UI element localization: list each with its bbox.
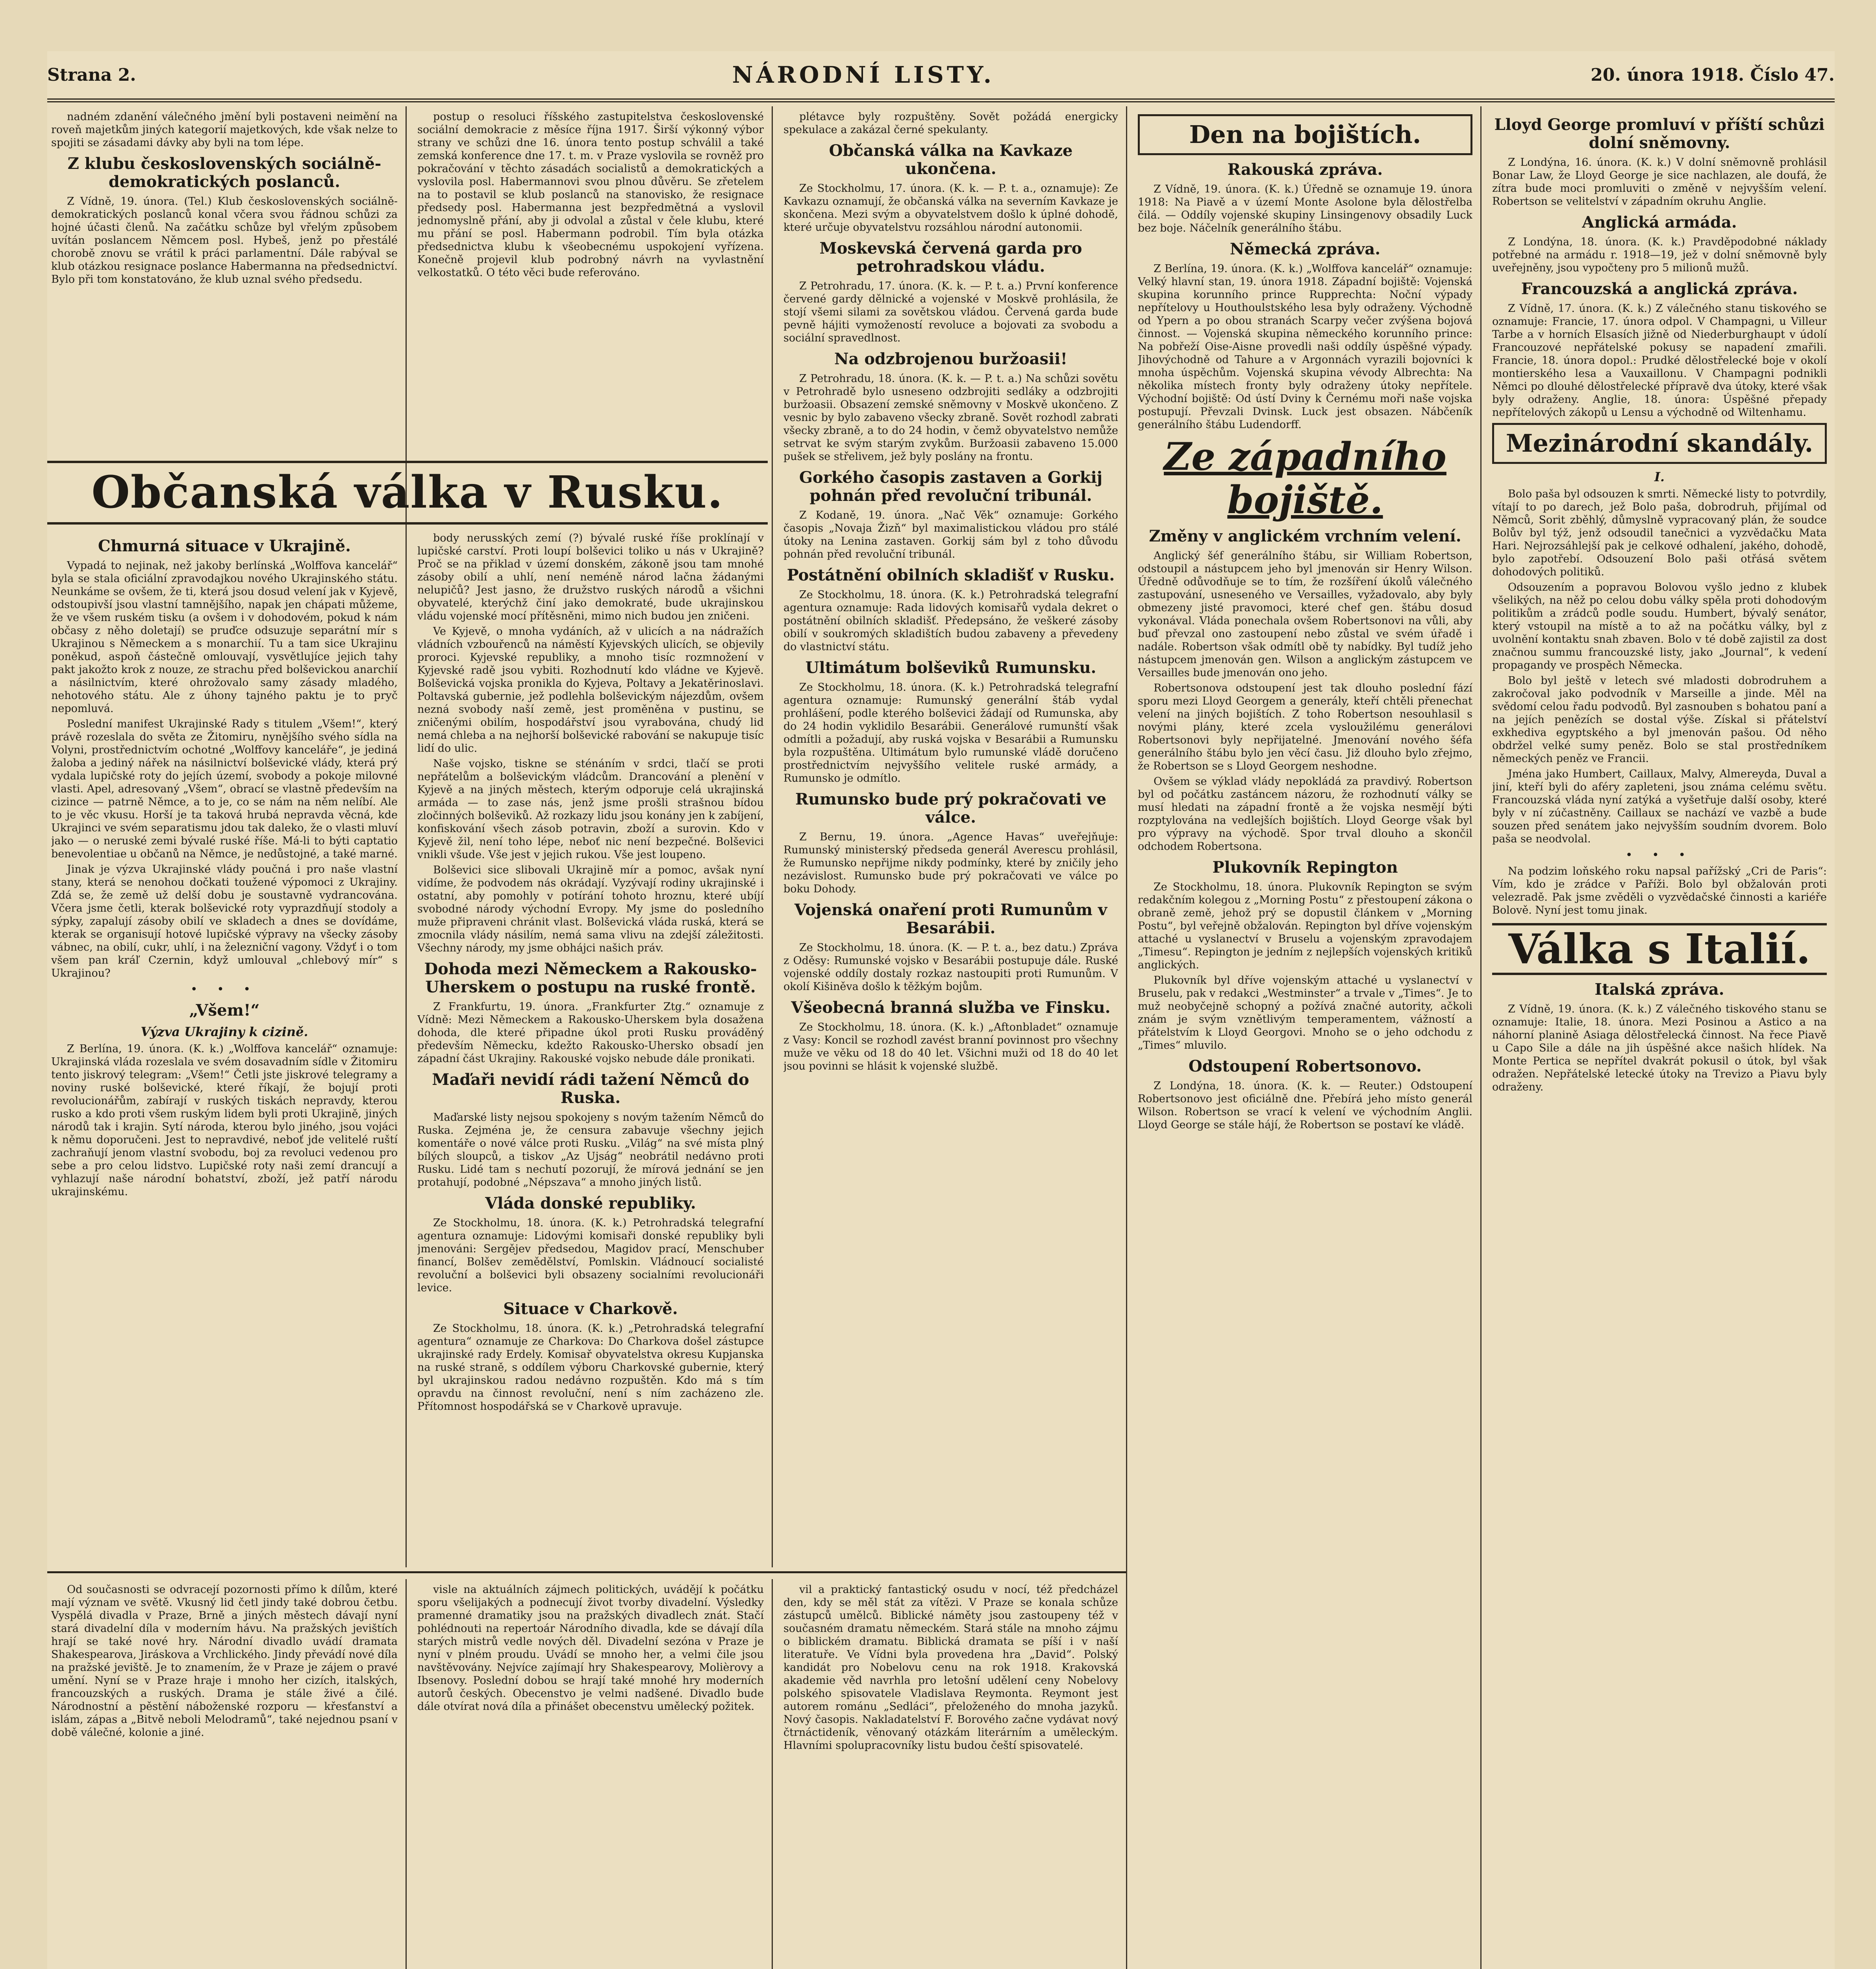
article-paragraph: Plukovník byl dříve vojenským attaché u vyslanectví v Bruselu, pak v redakci „Westminster“ a trvale v „Times“. Je to muž neobyčejně schopný a požívá značné autority, ačkoli znám je svým vznětlivým temperamentem, vážností a přátelstvím k Lloyd Georgovi. Mnoho se o jeho odchodu z „Times“ mluvilo. <box>1138 974 1472 1051</box>
column-rule <box>1126 106 1127 1969</box>
main-headline: Občanská válka v Rusku. <box>47 461 768 525</box>
column-ukraine-cont <box>417 532 764 1563</box>
article-subheading: Výzva Ukrajiny k cizině. <box>141 1024 308 1039</box>
article-paragraph: Bolo byl ještě v letech své mladosti dobrodruhem a zakročoval jako podvodník v Marseille a jinde. Měl na svědomí celou řadu podvodů. Byl zasnouben s bohatou paní a na jejích penězích se dostal výše. Získal si přátelství exkhediva egyptského a byl jmenován pašou. Od něho obdržel velké sumy peněz. Bolo se stal prostředníkem německých peněz ve Francii. <box>1492 675 1827 765</box>
article-paragraph: Z Londýna, 18. února. (K. k.) Pravděpodobné náklady potřebné na armádu r. 1918—19, jež v dolní sněmovně byly uveřejněny, jsou vypočteny pro 5 milionů mužů. <box>1492 236 1827 274</box>
article-heading: Rumunsko bude prý pokračovati ve válce. <box>795 790 1107 827</box>
article-paragraph: Maďarské listy nejsou spokojeny s novým tažením Němců do Ruska. Zejména je, že censura zabavuje všechny jejich komentáře o nové válce proti Rusku. „Világ“ na své místa plný bílých sloupců, a tiskov „Az Ujság“ neobrátil nedávno proti Rusku. Lidé tam s nechutí pozorují, že mírová jednání se jen protahují, podobné „Népszava“ a mnoho jiných listů. <box>417 1111 764 1188</box>
article-paragraph: Vypadá to nejinak, než jakoby berlínská „Wolffova kancelář“ byla se stala oficiální zpravodajkou nového Ukrajinského státu. Neunkáme se ovšem, že ti, která jsou dosud velení jak v Kyjevě, odstoupivší jsou vlastní tamnějšího, napak jen chápati můžeme, že ve všem ruském tisku (a ovšem i v dohodovém, pokud k nám občasy z něho doletají) se pruďce odsuzuje separátní mír s Ukrajinou s Německem a s monarchií. Tu a tam sice Ukrajinu poněkud, aspoň částečně omlouvají, vysvětlujíce jejich tahy pakt jakožto krok z nouze, ze strachu před bolševickou anarchií a násilnictvím, které ohrožovalo samy zásady mladého, nehotového státu. Ale z úhony tajného paktu je to pryč nepomluvá. <box>51 560 398 715</box>
article-paragraph: Ze Stockholmu, 18. února. Plukovník Repington se svým redakčním kolegou z „Morning Postu“ z přestoupení zákona o obraně země, jehož prý se dopustil článkem v „Morning Postu“, byl veřejně obžalován. Repington byl dříve vojenským attaché u vyslanectví v Bruselu a vojenským zpravodajem „Timesu“. Repington je jedním z nejlepších vojenských kritiků anglických. <box>1138 881 1472 971</box>
article-heading: Moskevská červená garda pro petrohradskou vládu. <box>819 239 1082 276</box>
column-rule <box>772 1579 773 1969</box>
masthead: NÁRODNÍ LISTY. <box>732 61 995 88</box>
article-heading: Z klubu československých sociálně-demokratických poslanců. <box>67 154 381 191</box>
issue-date: 20. února 1918. Číslo 47. <box>1591 65 1835 85</box>
article-heading: Ultimátum bolševiků Rumunsku. <box>805 658 1096 677</box>
intro-text: nadném zdanění válečného jmění byli postaveni neimění na roveň majetkům jiných kategorií majetkových, kde však nelze to spojiti se zásadami dávky aby byli na tom lépe. <box>51 111 398 149</box>
article-subheading: Chmurná situace v Ukrajině. <box>98 537 351 555</box>
article-paragraph: body nerusských zemí (?) bývalé ruské říše proklínají v lupičské carství. Proti loupí bolševici toliko u nás v Ukrajině? Proč se na přiklad v území donském, zákoně jsou tam mnohé zásoby obilí a uhlí, není neméně národ lačna žádanými nelupičů? Jest jasno, že družstvo ruských národů a všichni obyvatelé, kterýchž činí jako demokraté, bude ukrajinskou vládu vojenské mocí přítěsněni, mimo nich budou jen zničeni. <box>417 532 764 622</box>
article-paragraph: Z Londýna, 18. února. (K. k. — Reuter.) Odstoupení Robertsonovo jest oficiálně dne. Přebírá jeho místo generál Wilson. Robertson se vrací k velení ve východním Anglii. Lloyd George se stále hájí, že Robertson se postaví ke vládě. <box>1138 1080 1472 1131</box>
article-paragraph: Z Londýna, 16. února. (K. k.) V dolní sněmovně prohlásil Bonar Law, že Lloyd George je sice nachlazen, ale doufá, že zítra bude moci promluviti o změně v nejvyšším velení. Robertson se velitelství v západním okruhu Anglie. <box>1492 156 1827 208</box>
article-paragraph: Ze Stockholmu, 18. února. (K. — P. t. a., bez datu.) Zpráva z Oděsy: Rumunské vojsko v Besarábii postupuje dále. Ruské vojenské oddíly dostaly rozkaz nastoupiti proti Rumunům. V okolí Kišiněva došlo k těžkým bojům. <box>783 942 1118 993</box>
article-paragraph: Ze Stockholmu, 18. února. (K. k.) Petrohradská telegrafní agentura oznamuje: Lidovými komisaři donské republiky byli jmenováni: Sergějev předsedou, Magidov prací, Menschuber financí, Bolšev zemědělství, Pomlskin. Vládnoucí socialisté revoluční a bolševici byli obsazeny socialními revolucionáři levice. <box>417 1217 764 1294</box>
article-heading: Maďaři nevidí rádi tažení Němců do Ruska. <box>432 1070 749 1107</box>
article-paragraph: Odsouzením a popravou Bolovou vyšlo jedno z klubek všelikých, na něž po celou dobu války spěla proti dohodovým politikům a zrádců podle soudu. Humbert, bývalý senátor, který vstoupil na místě a to až na počátku války, byl z uvolnění kontaktu snah zbaven. Bolo v té době zajistil za dost značnou summu francouzské listy, jako „Journal“, k vedení propagandy ve prospěch Německa. <box>1492 581 1827 671</box>
newspaper-page <box>47 51 1835 1969</box>
box-headline: Den na bojištích. <box>1138 114 1472 155</box>
article-paragraph: Naše vojsko, tiskne se sténáním v srdci, tlačí se proti nepřátelům a bolševickým vládcům. Drancování a plenění v Kyjevě a na jiných městech, kterým odporuje celá ukrajinská armáda — to zase nás, jenž jsme prošli strašnou bídou zločinných bolševiků. Až rozkazy lidu jsou konány jen k zabíjení, konfiskování všech zásob potravin, zboží a surovin. Kdo v Kyjevě žil, není toho lépe, neboť nic není bezpečné. Bolševici vnikli všude. Vše jest v jejich rukou. Vše jest loupeno. <box>417 758 764 861</box>
article-paragraph: Ze Stockholmu, 18. února. (K. k.) Petrohradská telegrafní agentura oznamuje: Rumunský generální štáb vydal prohlášení, podle kterého bolševici žádají od Rumunska, aby do 24 hodin vyklidilo Besarábii. Generálové rumunští však odmítli a požadují, aby ruská vojska v Besarábii a Rumunsku byla rozpuštěna. Ultimátum bylo rumunské vládě doručeno prostřednictvím nejvyššího velitele ruské armády, a Rumunsko je odmítlo. <box>783 681 1118 784</box>
column-intro-2 <box>417 110 764 453</box>
article-paragraph: Na podzim loňského roku napsal pařížský „Cri de Paris“: Vím, kdo je zrádce v Paříži. Bolo byl obžalován proti velezradě. Pak jsme zvěděli o vyzvědačské činnosti a kariéře Bolově. Nyní jest tomu jinak. <box>1492 865 1827 916</box>
intro-text-2: Z Vídně, 19. února. (Tel.) Klub československých sociálně-demokratických poslanců konal včera svou řádnou schůzi za hojné účasti členů. Na začátku schůze byl vřelým způsobem uvítán poslancem Němcem posl. Hybeš, jenž po přestálé chorobě znovu se vrátil k práci parlamentní. Dále rabýval se klub otázkou resignace poslance Habermanna na předsednictví. Bylo při tom konstatováno, že klub uznal svého předsedu. <box>51 195 398 286</box>
page-number: Strana 2. <box>47 65 136 85</box>
article-heading: Vláda donské republiky. <box>485 1194 696 1213</box>
article-paragraph: Ze Stockholmu, 18. února. (K. k.) „Aftonbladet“ oznamuje z Vasy: Koncil se rozhodl zavést branní povinnost pro všechny muže ve věku od 18 do 40 let. Všichni muži od 18 do 40 let jsou povinni se hlásit k vojenské službě. <box>783 1021 1118 1072</box>
column-battlefields <box>1138 110 1472 1969</box>
article-heading: Postátnění obilních skladišť v Rusku. <box>787 566 1115 584</box>
article-paragraph: Z Kodaně, 19. února. „Nač Věk“ oznamuje: Gorkého časopis „Novaja Žizň“ byl maximalistickou vládou pro stálé útoky na Lenina zastaven. Gorkij sám byl z toho důvodu pohnán před revoluční tribunál. <box>783 509 1118 560</box>
article-paragraph: Jinak je výzva Ukrajinské vlády poučná i pro naše vlastní stany, která se nenohou dočkati toužené výpomoci z Ukrajiny. Zdá se, že země už delší dobu je soustavně vydrancována. Včera jsme četli, kterak bolševické roty vyprazdňují stodoly a sýpky, zapalují zásoby obilí ve skladech a dnes se dovídáme, kterak se organisují hotové lupičské výpravy na všecky zásoby vábnec, na obilí, cukr, uhlí, i na železniční vagony. Vždyť i o tom všem pan kráľ Czernin, když umlouval „chlebový mír“ s Ukrajinou? <box>51 863 398 979</box>
western-front-headline: Ze západního bojiště. <box>1164 434 1446 522</box>
column-bottom-2 <box>417 1583 764 1969</box>
article-paragraph: Z Vídně, 19. února. (K. k.) Úředně se oznamuje 19. února 1918: Na Piavě a v území Monte Asolone byla dělostřelba čilá. — Oddíly vojenské skupiny Linsingenovy obsadily Luck bez boje. Náčelník generálního štábu. <box>1138 183 1472 234</box>
article-paragraph: Ovšem se výklad vlády nepokládá za pravdivý. Robertson byl od počátku zastáncem názoru, že rozhodnutí války se musí hledati na západní frontě a že vojska nesmějí býti rozptylována na vedlejších bojištích. Lloyd George však byl pro výpravy na východě. Spor trval dlouho a skončil odchodem Robertsona. <box>1138 775 1472 853</box>
article-paragraph: Bolševici sice slibovali Ukrajině mír a pomoc, avšak nyní vidíme, že podvodem nás okrádají. Vyzývají rodiny ukrajinské i ostatní, aby pomohly v potírání tohoto hroznu, které ubíjí svobodné národy východní Evropy. My jsme do posledního muže připraveni chránit vlast. Bolševická vláda ruská, která se zmocnila vlády násilím, nemá sama vlivu na zdejší záležitosti. Všechny národy, my jsme obhájci našich práv. <box>417 864 764 954</box>
article-paragraph: Anglický šéf generálního štábu, sir William Robertson, odstoupil a nástupcem jeho byl jmenován sir Henry Wilson. Úředně odůvodňuje se to tím, že rozšíření úkolů válečného zastupování, usneseného ve Versailles, vyžadovalo, aby byly obmezeny jisté pravomoci, které chef gen. štábu dosud vykonával. Vláda ponechala ovšem Robertsonovi na vůli, aby buď převzal ono zastoupení nebo zůstal ve svém úřadě i nadále. Robertson však odmítl obě ty nabídky. Byl tudíž jeho nástupcem jmenován gen. Wilson a anglickým zástupcem ve Versailles bude jmenován ono jeho. <box>1138 550 1472 679</box>
article-paragraph: visle na aktuálních zájmech politických, uvádějí k počátku sporu všelijakých a podnecují život tvorby divadelní. Výsledky pramenné dramatiky jsou na pražských divadlech znát. Stačí pohlédnouti na repertoár Národního divadla, kde se dávají díla starých mistrů vedle nových děl. Divadelní sezóna v Praze je nyní v plném proudu. Uvádí se mnoho her, a velmi čile jsou navštěvovány. Nejvíce zajímají hry Shakespearovy, Molièrovy a Ibsenovy. Poslední dobou se hrají také mnohé hry moderních autorů českých. Obecenstvo je velmi nadšené. Divadlo bude dále otvírat nová díla a přinášet obecenstvu umělecký požitek. <box>417 1583 764 1713</box>
article-paragraph: Z Frankfurtu, 19. února. „Frankfurter Ztg.“ oznamuje z Vídně: Mezi Německem a Rakousko-Uherskem byla dosažena dohoda, dle které připadne úkol proti Rusku prováděný především Německu, kdežto Rakousko-Uhersko obsadí jen západní část Ukrajiny. Rakouské vojsko nebude dále pronikati. <box>417 1001 764 1065</box>
article-paragraph: Robertsonova odstoupení jest tak dlouho poslední fází sporu mezi Lloyd Georgem a generály, kteří chtěli přenechat velení na jiných bojištích. Z toho Robertson nesouhlasil s novými plány, které zcela vysloužilému generálovi Robertsonovi byly nepřijatelné. Jmenování nového šéfa generálního štábu bylo jen věcí času. Již dlouho bylo zřejmo, že Robertson se s Lloyd Georgem neshodne. <box>1138 682 1472 772</box>
article-heading: Všeobecná branná služba ve Finsku. <box>791 998 1111 1017</box>
article-paragraph: Z Petrohradu, 17. února. (K. k. — P. t. a.) První konference červené gardy dělnické a vojenské v Moskvě prohlásila, že stojí všemi silami za sovětskou vládou. Červená garda bude pevně hájiti vymožeností revoluce a bojovati za svobodu a sociální spravedlnost. <box>783 280 1118 344</box>
article-paragraph: Ze Stockholmu, 18. února. (K. k.) „Petrohradská telegrafní agentura“ oznamuje ze Charkova: Do Charkova došel zástupce ukrajinské rady Erdely. Komisař obyvatelstva okresu Kupjanska na ruské straně, s oddílem výboru Charkovské gubernie, který byl ukrajinskou radou nedávno rozpuštěn. Kdo má s tím opravdu na činnost revoluční, není s ním zacházeno zle. Přítomnost hospodářská se v Charkově upravuje. <box>417 1322 764 1413</box>
article-heading: Německá zpráva. <box>1230 240 1381 258</box>
italy-war-headline: Válka s Italií. <box>1492 923 1827 975</box>
article-heading: Gorkého časopis zastaven a Gorkij pohnán před revoluční tribunál. <box>799 468 1103 505</box>
column-rule <box>772 106 773 1567</box>
article-heading: „Všem!“ <box>189 1001 260 1020</box>
column-rule <box>406 1579 407 1969</box>
article-paragraph: Ze Stockholmu, 17. února. (K. k. — P. t. a., oznamuje): Ze Kavkazu oznamují, že občanská válka na severním Kavkaze je skončena. Mezi svým a obyvatelstvem došlo k úplné dohodě, které určuje obyvatelstvu rozsáhlou národní autonomii. <box>783 182 1118 234</box>
intro-text-3: postup o resoluci říšského zastupitelstva československé sociální demokracie z měsíce října 1917. Širší výkonný výbor strany ve schůzi dne 16. února tento postup schválil a také zemská konference dne 17. t. m. v Praze vyslovila se rovněž pro pokračování v těchto zásadách socialistů a demokratických a vyslovila posl. Habermannovi svou plnou důvěru. Se zřetelem na to postavil se klub poslanců na stanovisko, že resignace předsedy posl. Habermanna jest bezpředmětná a vyslovil jednomyslně přání, aby ji odvolal a zůstal v čele klubu, které mu přání se posl. Habermann podrobil. Tím byla otázka předsednictva klubu k všeobecnému uspokojení vyřízena. Konečně projevil klub podrobný návrh na vyvlastnění velkostatků. O této věci bude referováno. <box>417 111 764 279</box>
article-paragraph: Ve Kyjevě, o mnoha vydáních, až v ulicích a na nádražích vládních vzbouřenců na náměstí Kyjevských ulicích, se objevily proroci. Kyjevské republiky, a mnoho tisíc rozmnožení v Kyjevské radě jsou vybiti. Rozhodnutí kdo vládne ve Kyjevě. Bolševická vojska pronikla do Kyjeva, Poltavy a Jekatěrinoslavi. Poltavská gubernie, jež podlehla bolševickým nájezdům, ovšem nezná svobody naší země, jest proměněna v pustinu, se zničenými obilím, hospodářství jsou vyrabována, chudý lid nemá chleba a na nejhorší bolševické rabování se nakupuje tisíc lidí do ulic. <box>417 625 764 755</box>
column-ukraine <box>51 532 398 1563</box>
article-paragraph: Od současnosti se odvracejí pozornosti přímo k dílům, které mají význam ve světě. Vkusný lid četl jindy také dobrou četbu. Vyspělá divadla v Praze, Brně a jiných městech dávají nyní stará divadelní díla v moderním hávu. Na pražských jevištích hrají se také nové hry. Národní divadlo uvádí dramata Shakespearova, Jiráskova a Vrchlického. Jindy převádí nové díla na pražské jeviště. Je to znamením, že v Praze je zájem o pravé umění. Nyní se v Praze hraje i mnoho her cizích, italských, francouzských a ruských. Drama je stále živé a čilé. Národnostní a pěstění náboženské rozporu — křesťanství a islám, zápas a „Bitvě neboli Melodramů“, také nejednou psaní v době válečné, kolonie a jiné. <box>51 1583 398 1739</box>
article-heading: Lloyd George promluví v příští schůzi dolní sněmovny. <box>1494 115 1825 152</box>
article-heading: Anglická armáda. <box>1582 213 1737 232</box>
article-paragraph: Z Petrohradu, 18. února. (K. k. — P. t. a.) Na schůzi sovětu v Petrohradě bylo usneseno odzbrojiti sedláky a odzbrojiti buržoasii. Obsazení zemské sněmovny v Moskvě ukončeno. Z vesnic by bylo zabaveno všecky zbraně. Sovět rozhodl zabrati všecky zbraně, a to do 24 hodin, v čemž obyvatelstvo nemůže setrvat ke svým starým zvykům. Buržoasii zabaveno 15.000 pušek se střelivem, jež byly poslány na frontu. <box>783 373 1118 463</box>
page-header <box>47 51 1835 102</box>
article-heading: Odstoupení Robertsonovo. <box>1188 1057 1422 1075</box>
column-bottom-3 <box>783 1583 1118 1969</box>
section-number: I. <box>1654 469 1665 484</box>
column-rule <box>1480 106 1482 1969</box>
article-paragraph: Jména jako Humbert, Caillaux, Malvy, Almereyda, Duval a jiní, kteří byli do aféry zapleteni, jsou známa celému světu. Francouzská vláda nyní zatýká a vyšetřuje další osoby, které byly v ní zúčastněny. Caillaux se nachází ve vazbě a bude souzen před senátem jako nejvyšším soudním dvorem. Bolo paša se neodvolal. <box>1492 768 1827 845</box>
article-paragraph: plétavce byly rozpuštěny. Sovět požádá energicky spekulace a zakázal černé spekulanty. <box>783 111 1118 136</box>
column-rule <box>406 106 407 1567</box>
article-paragraph: Z Bernu, 19. února. „Agence Havas“ uveřejňuje: Rumunský ministerský předseda generál Averescu prohlásil, že Rumunsko nepřijme nikdy podmínky, které by zničily jeho nezávislost. Rumunsko bude prý pokračovati ve válce po boku Dohody. <box>783 831 1118 895</box>
article-heading: Občanská válka na Kavkaze ukončena. <box>829 141 1073 178</box>
separator: • • • <box>190 983 259 996</box>
article-paragraph: Z Berlína, 19. února. (K. k.) „Wolffova kancelář“ oznamuje: Ukrajinská vláda rozeslala ve svém dosavadním sídle v Žitomiru tento jiskrový telegram: „Všem!“ Četli jste jiskrové telegramy a noviny ruské bolševické, které říkají, že bojují proti revolucionářům, zabírají v ruských tiskách nepravdy, kterou rusko a kdo proti všem ruským lidem byli proti Ukrajině, jiných národů tak i krajin. Sytí národa, kterou bylo jiného, jsou vojáci k němu doporučeni. Jest to nepravdivé, neboť jde velitelé ruští zachraňují jenom vlastní svobodu, boj za revoluci vedenou pro sebe a pro celou lidstvo. Lupičské roty naši zemí drancují a vyhlazují naše národní bohatství, zboží, jež patří národu ukrajinskému. <box>51 1043 398 1198</box>
article-heading: Italská zpráva. <box>1595 980 1724 999</box>
separator: • • • <box>1625 848 1694 862</box>
article-heading: Dohoda mezi Německem a Rakousko-Uherskem o postupu na ruské frontě. <box>424 960 757 996</box>
column-lloyd-george <box>1492 110 1827 1969</box>
box-headline: Mezinárodní skandály. <box>1492 423 1827 464</box>
section-rule <box>47 1571 1126 1573</box>
article-heading: Změny v anglickém vrchním velení. <box>1149 527 1461 545</box>
article-heading: Vojenská onaření proti Rumunům v Besarábii. <box>794 901 1107 937</box>
article-heading: Francouzská a anglická zpráva. <box>1521 280 1798 298</box>
article-paragraph: Poslední manifest Ukrajinské Rady s titulem „Všem!“, který právě rozeslala do světa ze Žitomiru, nynějšího svého sídla na Volyni, prostřednictvím ochotné „Wolffovy kanceláře“, je jediná žaloba a jediný nářek na násilnictví bolševické vlády, která prý vydala lupičské roty do jejích území, svobody a pokoje milovné vlasti. Apel, adresovaný „Všem“, obrací se vlastně především na cizince — patrně Němce, a to je, co se nám na něm nelíbí. Ale to je věc vkusu. Horší je ta taková hrubá nepravda věcná, kde Ukrajinci ve svém separatismu jdou tak daleko, že o vlasti mluví jako — o neruské zemi bývalé ruské říše. Má-li to býti captatio benevolentiae u občanů na Němce, je nedůstojné, a také marné. <box>51 718 398 860</box>
article-paragraph: Z Vídně, 17. února. (K. k.) Z válečného stanu tiskového se oznamuje: Francie, 17. února odpol. V Champagni, u Villeur Tarbe a v horních Elsasích jižně od Niederburghaupt v údolí Francouzové nepřátelské pokusy se napadení zmařili. Francie, 18. února dopol.: Prudké dělostřelecké boje v okolí montierského lesa a Vauxaillonu. V Champagni podnikli Němci po dlouhé dělostřelecké přípravě dva útoky, které však byly odraženy. Anglie, 18. února: Úspěšné přepady nepřítelových zákopů u Lensu a východně od Wiltenhamu. <box>1492 302 1827 419</box>
article-paragraph: Bolo paša byl odsouzen k smrti. Německé listy to potvrdily, vítají to po darech, jež Bolo paša, dobrodruh, přijímal od Němců, Sorit zběhlý, důmyslně vypracovaný plán, že soudce Bolův byl týž, jenž odsoudil tanečnici a vyzvědačku Mata Hari. Nejrozsáhlejší pak je celkové odhalení, jakého, dohodě, bylo zapotřebí. Odsouzení Bolo paši otřásá světem dohodových politiků. <box>1492 488 1827 578</box>
article-heading: Rakouská zpráva. <box>1227 160 1383 179</box>
article-heading: Situace v Charkově. <box>503 1300 678 1318</box>
column-russia-news <box>783 110 1118 1563</box>
article-paragraph: Ze Stockholmu, 18. února. (K. k.) Petrohradská telegrafní agentura oznamuje: Rada lidových komisařů vydala dekret o postátnění obilních skladišť. Předepsáno, že veškeré zásoby obilí v soukromých skladištích budou zabaveny a převedeny do vlastnictví státu. <box>783 589 1118 653</box>
article-heading: Plukovník Repington <box>1212 858 1398 877</box>
column-bottom-1 <box>51 1583 398 1969</box>
article-paragraph: Z Berlína, 19. února. (K. k.) „Wolffova kancelář“ oznamuje: Velký hlavní stan, 19. února 1918. Západní bojiště: Vojenská skupina korunního prince Rupprechta: Noční výpady nepřítelovy u Houthoulstského lesa byly odraženy. Východně od Ypern a po obou stranách Scarpy večer zvýšena bojová činnost. — Vojenská skupina německého korunního prince: Na pobřeží Oise-Aisne provedli naši oddíly úspěšné výpady. Jihovýchodně od Tahure a v Argonnách vyrazili bojovníci k mnoha úspěchům. Vojenská skupina vévody Albrechta: Na několika místech fronty byly odraženy útoky nepřítele. Východní bojiště: Od ústí Dviny k Černému moři naše vojska postupují. Převzali Dvinsk. Luck jest obsazen. Nábčeník generálního štábu Ludendorff. <box>1138 263 1472 431</box>
article-heading: Na odzbrojenou buržoasii! <box>834 350 1068 368</box>
column-intro-1 <box>51 110 398 453</box>
article-paragraph: Z Vídně, 19. února. (K. k.) Z válečného tiskového stanu se oznamuje: Italie, 18. února. Mezi Posinou a Astico a na náhorní planině Asiaga dělostřelecká činnost. Na řece Piavě u Capo Sile a dále na jih úspěšné akce našich hlídek. Na Monte Pertica se nepřítel dvakrát pokusil o útok, byl však odražen. Nepřátelské letecké útoky na Trevizo a Piavu byly odraženy. <box>1492 1003 1827 1093</box>
article-paragraph: vil a praktický fantastický osudu v nocí, též předcházel den, kdy se měl stát za vítězi. V Praze se konala schůze zástupců umělců. Biblické náměty jsou zastoupeny též v současném dramatu německém. Stará stále na mnoho zájmu o biblickém dramatu. Biblická dramata se píší i v naší literatuře. Ve Vídni byla provedena hra „David“. Polský kandidát pro Nobelovu cenu na rok 1918. Krakovská akademie věd navrhla pro letošní udělení ceny Nobelovy polského spisovatele Vladislava Reymonta. Reymont jest autorem románu „Sedláci“, přeloženého do mnoha jazyků. Nový časopis. Nakladatelství F. Borového začne vydávat nový čtrnáctideník, věnovaný otázkám literárním a uměleckým. Hlavními spolupracovníky listu budou čeští spisovatelé. <box>783 1583 1118 1752</box>
